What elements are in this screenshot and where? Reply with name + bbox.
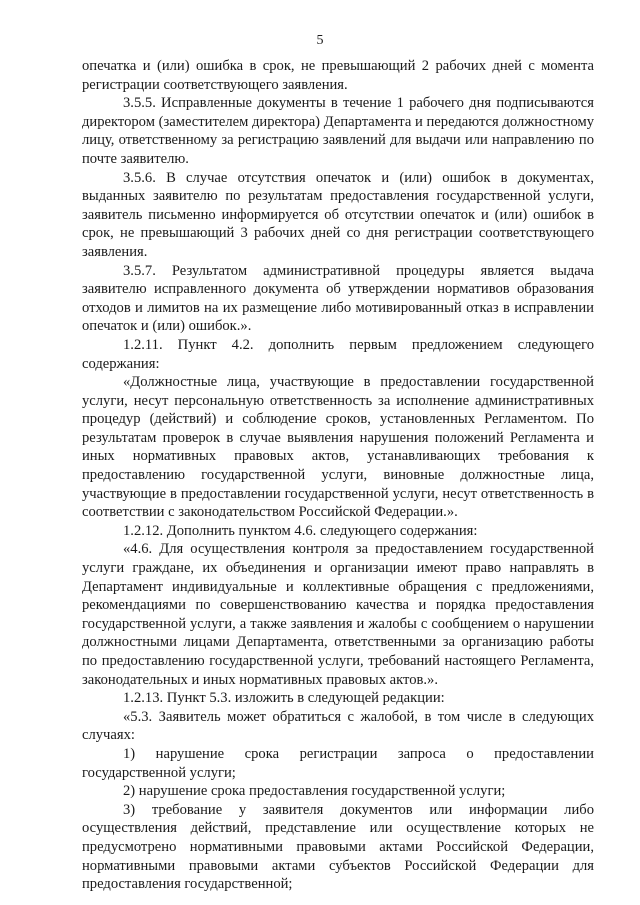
- paragraph-quote-4-6: «4.6. Для осуществления контроля за предоставлением государственной услуги граждане, их объединения и организации имеют право направлять в Департамент индивидуальные и коллективные обращения с предложениями, рекомендациями по совершенствованию качества и порядка предоставления государственной услуги, а также заявления и жалобы с сообщением о нарушении должностными лицами Департамента, ответственными за организацию работы по предоставлению государственной услуги, требований настоящего Регламента, законодательных и иных нормативных правовых актов.».: [82, 541, 594, 688]
- page-number: 5: [316, 33, 324, 48]
- paragraph-quote-5-3: «5.3. Заявитель может обратиться с жалобой, в том числе в следующих случаях:: [82, 708, 594, 744]
- paragraph-continuation: опечатка и (или) ошибка в срок, не превышающий 2 рабочих дней с момента регистрации соответствующего заявления.: [82, 58, 594, 93]
- document-body: [82, 57, 594, 894]
- paragraph-1-2-12: 1.2.12. Дополнить пунктом 4.6. следующего содержания:: [123, 522, 478, 539]
- list-item-1: 1) нарушение срока регистрации запроса о предоставлении государственной услуги;: [82, 745, 594, 781]
- paragraph-1-2-11: 1.2.11. Пункт 4.2. дополнить первым предложением следующего содержания:: [82, 336, 594, 372]
- paragraph-1-2-13: 1.2.13. Пункт 5.3. изложить в следующей редакции:: [123, 690, 445, 707]
- paragraph-quote-4-2: «Должностные лица, участвующие в предоставлении государственной услуги, несут персональную ответственность за исполнение административных процедур (действий) и соблюдение сроков, установленных Регламентом. По результатам проверок в случае выявления нарушения положений Регламента и иных нормативных правовых актов, устанавливающих требования к предоставлению государственной услуги, виновные должностные лица, участвующие в предоставлении государственной услуги, несут ответственность в соответствии с законодательством Российской Федерации.».: [82, 374, 594, 521]
- paragraph-3-5-5: 3.5.5. Исправленные документы в течение 1 рабочего дня подписываются директором (заместителем директора) Департамента и передаются должностному лицу, ответственному за регистрацию заявлений для выдачи или направлению по почте заявителю.: [82, 95, 594, 167]
- paragraph-3-5-7: 3.5.7. Результатом административной процедуры является выдача заявителю исправленного документа об утверждении нормативов образования отходов и лимитов на их размещение либо мотивированный отказ в исправлении опечаток и (или) ошибок.».: [82, 262, 594, 335]
- list-item-2: 2) нарушение срока предоставления государственной услуги;: [123, 783, 506, 800]
- list-item-3: 3) требование у заявителя документов или информации либо осуществления действий, представление или осуществление которых не предусмотрено нормативными правовыми актами Российской Федерации, нормативными правовыми актами субъектов Российской Федерации для предоставления государственной;: [82, 801, 594, 893]
- paragraph-3-5-6: 3.5.6. В случае отсутствия опечаток и (или) ошибок в документах, выданных заявителю по результатам предоставления государственной услуги, заявитель письменно информируется об отсутствии опечаток и (или) ошибок в срок, не превышающий 3 рабочих дней со дня регистрации соответствующего заявления.: [82, 169, 594, 260]
